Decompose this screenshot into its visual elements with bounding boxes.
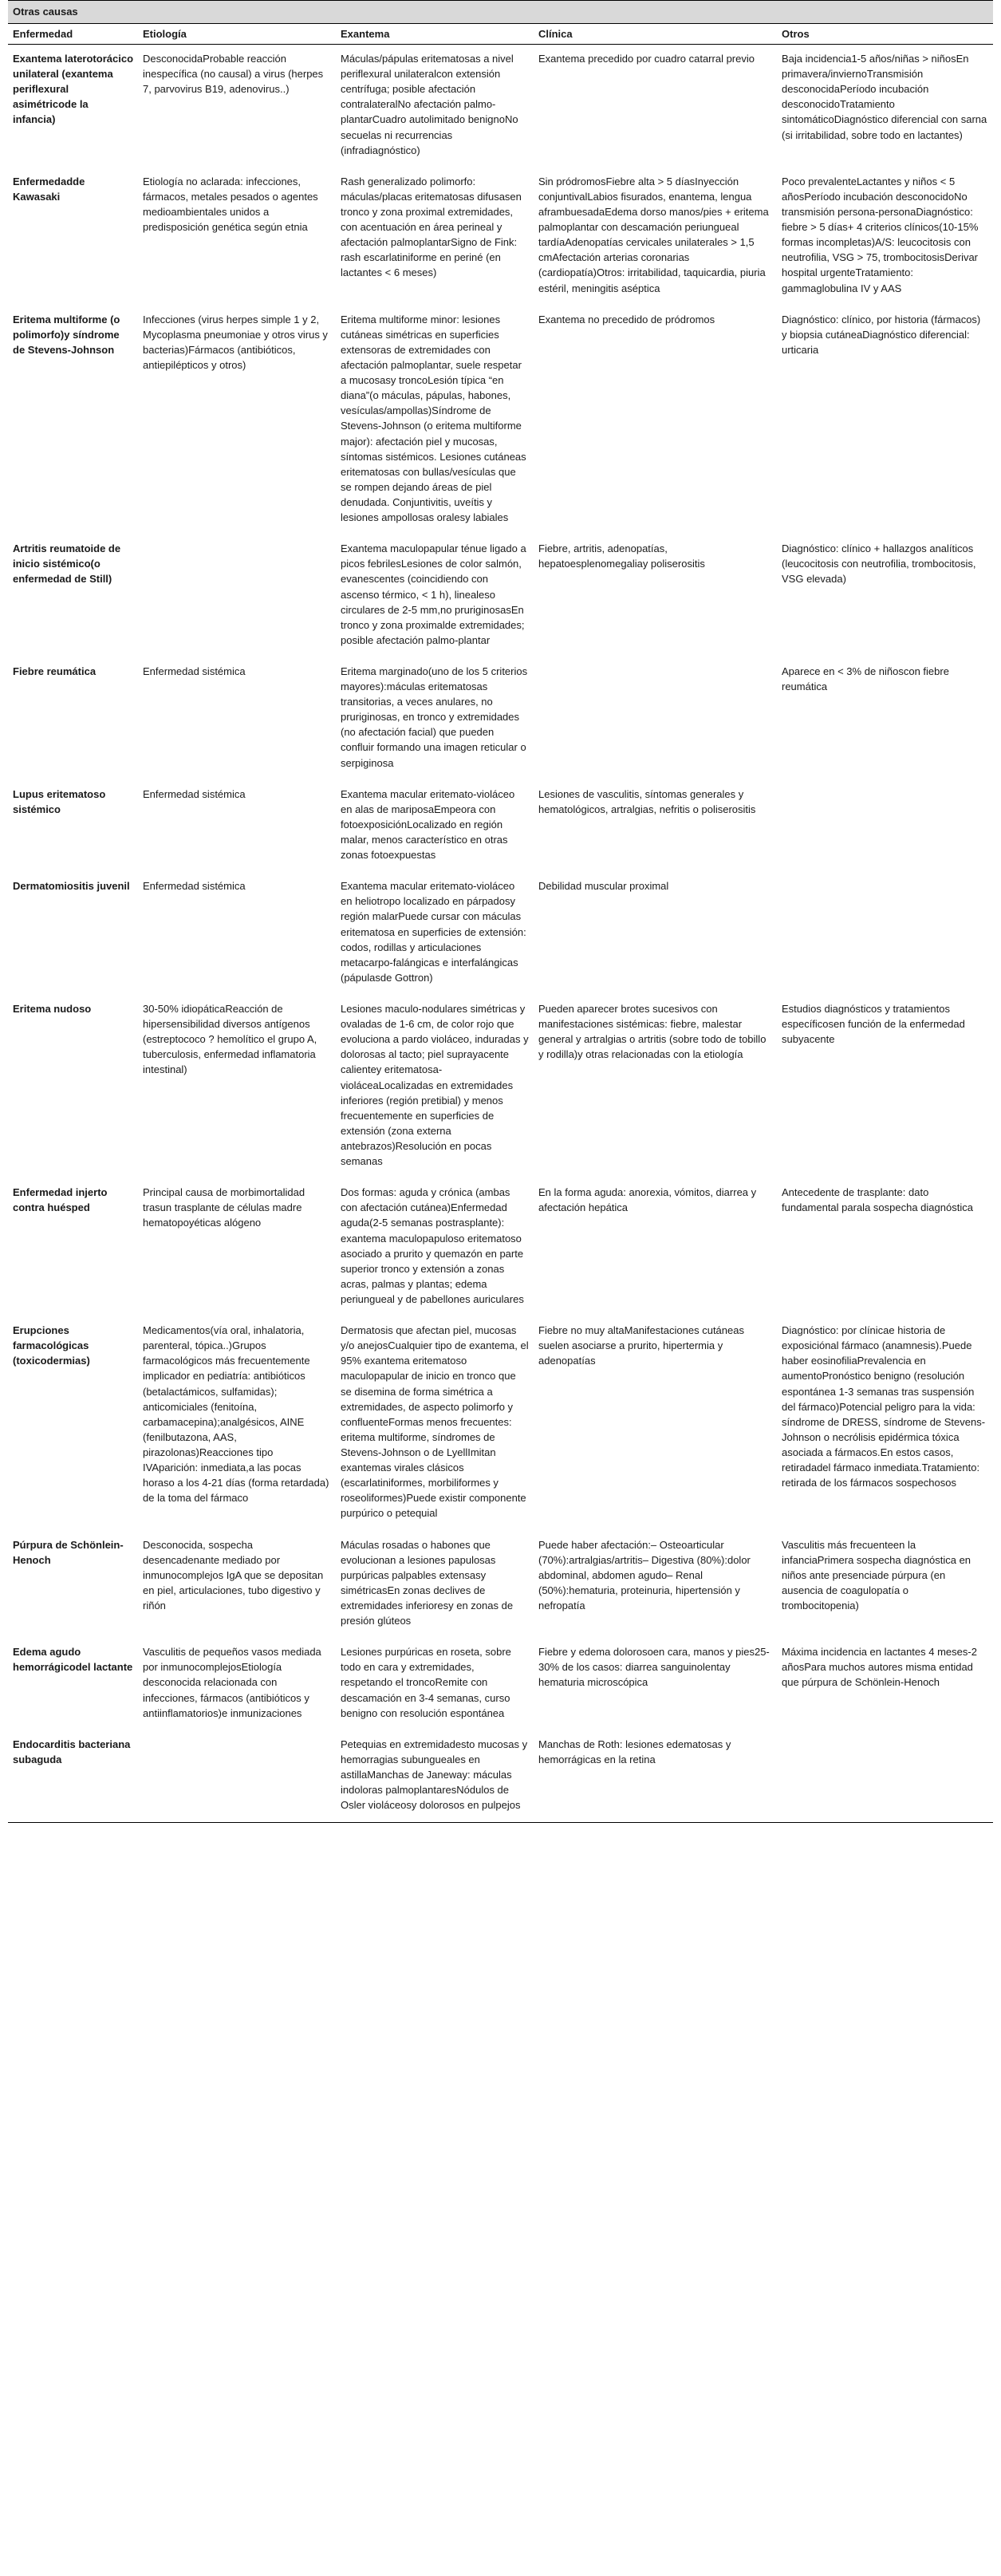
cell-etiologia: Principal causa de morbimortalidad trasun trasplante de células madre hematopoyéticas alógeno xyxy=(143,1186,305,1229)
table-row xyxy=(8,872,993,995)
document-page xyxy=(8,0,993,1823)
cell-enfermedad: Dermatomiositis juvenil xyxy=(13,880,130,893)
cell-enfermedad: Eritema nudoso xyxy=(13,1003,92,1016)
cell-etiologia: DesconocidaProbable reacción inespecífica (no causal) a virus (herpes 7, parvovirus B19, adenovirus..) xyxy=(143,53,324,96)
cell-etiologia: Medicamentos(vía oral, inhalatoria, parenteral, tópica..)Grupos farmacológicos más frecuentemente implicador en pediatría: antibióticos (betalactámicos, sulfamidas); anticomiciales (fenitoína, carbamacepina);analgésicos, AINE (fenilbutazona, AAS, pirazolonas)Reacciones tipo IVAparición: inmediata,a las pocas horaso a los 4-21 días (forma retardada) de la toma del fármaco xyxy=(143,1324,329,1505)
cell-enfermedad: Endocarditis bacteriana subaguda xyxy=(8,1730,138,1823)
cell-etiologia: Enfermedad sistémica xyxy=(143,787,246,800)
cell-enfermedad: Púrpura de Schönlein-Henoch xyxy=(13,1538,124,1566)
table-row xyxy=(8,657,993,780)
cell-clinica: Fiebre, artritis, adenopatías, hepatoesplenomegaliay poliserositis xyxy=(538,542,705,570)
cell-otros: Estudios diagnósticos y tratamientos específicosen función de la enfermedad subyacente xyxy=(782,1003,965,1046)
cell-otros: Poco prevalenteLactantes y niños < 5 añosPeríodo incubación desconocidoNo transmisión persona-personaDiagnóstico: fiebre > 5 días+ 4 criterios clínicos(10-15% formas incompletas)A/S: leucocitosis con neutrofilia, VSG > 75, trombocitosisDerivar hospital urgenteTratamiento: gammaglobulina IV y AAS xyxy=(782,175,979,294)
cell-clinica: Exantema no precedido de pródromos xyxy=(538,313,715,325)
cell-otros xyxy=(777,1730,993,1823)
cell-etiologia xyxy=(138,1730,336,1823)
cell-enfermedad: Erupciones farmacológicas (toxicodermias) xyxy=(13,1324,90,1367)
cell-clinica: Sin pródromosFiebre alta > 5 díasInyección conjuntivalLabios fisurados, enantema, lengua aframbuesadaEdema dorso manos/pies + eritema palmoplantar con descamación periungueal tardíaAdenopatías cervicales unilaterales > 1,5 cmAfectación arterias coronarias (cardiopatía)Otros: irritabilidad, taquicardia, piuria estéril, meningitis aséptica xyxy=(538,175,769,294)
header-row xyxy=(8,23,993,45)
cell-exantema: Dermatosis que afectan piel, mucosas y/o anejosCualquier tipo de exantema, el 95% exantema eritematoso maculopapular de inicio en tronco que se disemina de forma simétrica a extremidades, de aspecto polimorfo y confluenteFormas menos frecuentes: eritema multiforme, síndromes de Stevens-Johnson o de LyellImitan exantemas virales clásicos (escarlatiniformes, morbiliformes y roseoliformes)Puede existir componente purpúrico o petequial xyxy=(341,1324,529,1520)
cell-clinica: Fiebre y edema dolorosoen cara, manos y pies25-30% de los casos: diarrea sanguinolentay hematuria microscópica xyxy=(538,1646,770,1689)
table-row xyxy=(8,780,993,873)
table-row xyxy=(8,1730,993,1823)
header-clinica: Clínica xyxy=(534,23,777,45)
cell-exantema: Exantema maculopapular ténue ligado a picos febrilesLesiones de color salmón, evanescentes (coincidiendo con ascenso térmico, < 1 h), linealeso circulares de 2-5 mm,no pruriginosasEn tronco y zona proximalde extremidades; posible afectación palmo-plantar xyxy=(341,542,526,646)
cell-etiologia: Enfermedad sistémica xyxy=(143,880,246,893)
cell-enfermedad: Exantema laterotorácico unilateral (exantema periflexural asimétricode la infancia) xyxy=(13,53,134,126)
table-row xyxy=(8,1531,993,1639)
cell-exantema: Exantema macular eritemato-violáceo en heliotropo localizado en párpadosy región malarPuede cursar con máculas eritematosa en superficies de extensión: codos, rodillas y articulaciones metacarpo-falángicas e interfalángicas (pápulasde Gottron) xyxy=(341,880,526,984)
cell-enfermedad: Enfermedadde Kawasaki xyxy=(13,175,85,203)
table-row xyxy=(8,168,993,306)
cell-otros: Diagnóstico: clínico, por historia (fármacos) y biopsia cutáneaDiagnóstico diferencial: urticaria xyxy=(782,313,981,356)
cell-etiologia: 30-50% idiopáticaReacción de hipersensibilidad diversos antígenos (estreptococo ? hemolítico el grupo A, tuberculosis, enfermedad inflamatoria intestinal) xyxy=(143,1003,317,1076)
cell-enfermedad: Edema agudo hemorrágicodel lactante xyxy=(13,1646,133,1674)
cell-otros xyxy=(777,780,993,873)
table-row xyxy=(8,306,993,535)
cell-otros: Baja incidencia1-5 años/niñas > niñosEn primavera/inviernoTransmisión desconocidaPeríodo incubación desconocidoTratamiento sintomáticoDiagnóstico diferencial con sarna (si irritabilidad, sobre todo en lactantes) xyxy=(782,53,987,141)
cell-clinica: Lesiones de vasculitis, síntomas generales y hematológicos, artralgias, nefritis o poliserositis xyxy=(538,787,756,815)
cell-clinica xyxy=(534,657,777,780)
cell-clinica: Puede haber afectación:– Osteoarticular (70%):artralgias/artritis– Digestiva (80%):dolor abdominal, abdomen agudo– Renal (50%):hematuria, proteinuria, hipertensión y nefropatía xyxy=(538,1538,751,1611)
table-caption: Otras causas xyxy=(8,0,993,23)
table-row xyxy=(8,995,993,1178)
table-row xyxy=(8,1638,993,1730)
cell-etiologia: Infecciones (virus herpes simple 1 y 2, Mycoplasma pneumoniae y otros virus y bacterias)Fármacos (antibióticos, antiepilépticos y otros) xyxy=(143,313,328,371)
cell-enfermedad: Eritema multiforme (o polimorfo)y síndrome de Stevens-Johnson xyxy=(13,313,120,356)
cell-exantema: Eritema marginado(uno de los 5 criterios mayores):máculas eritematosas transitorias, a veces anulares, no pruriginosas, en tronco y extremidades (no afectación facial) que pueden confluir formando una imagen reticular o serpiginosa xyxy=(341,665,528,769)
causes-table xyxy=(8,23,993,1824)
table-row xyxy=(8,535,993,657)
cell-clinica: Exantema precedido por cuadro catarral previo xyxy=(538,53,755,65)
header-enfermedad: Enfermedad xyxy=(8,23,138,45)
cell-otros: Diagnóstico: clínico + hallazgos analíticos (leucocitosis con neutrofilia, trombocitosis, VSG elevada) xyxy=(782,542,976,586)
cell-etiologia: Enfermedad sistémica xyxy=(143,665,246,677)
table-row xyxy=(8,1316,993,1530)
cell-otros: Antecedente de trasplante: dato fundamental parala sospecha diagnóstica xyxy=(782,1186,973,1214)
cell-clinica: Manchas de Roth: lesiones edematosas y hemorrágicas en la retina xyxy=(534,1730,777,1823)
header-etiologia: Etiología xyxy=(138,23,336,45)
cell-etiologia xyxy=(138,535,336,657)
cell-exantema: Dos formas: aguda y crónica (ambas con afectación cutánea)Enfermedad aguda(2-5 semanas postrasplante): exantema maculopapuloso eritematoso asociado a prurito y quemazón en parte superior tronco y extensión a zonas acras, palmas y plantas; edema periungueal y de pabellones auriculares xyxy=(341,1186,524,1305)
cell-enfermedad: Fiebre reumática xyxy=(13,665,97,677)
cell-enfermedad: Enfermedad injerto contra huésped xyxy=(13,1186,108,1214)
cell-exantema: Petequias en extremidadesto mucosas y hemorragias subungueales en astillaManchas de Janeway: máculas indoloras palmoplantaresNódulos de Osler violáceosy dolorosos en pulpejos xyxy=(336,1730,534,1823)
cell-clinica: Pueden aparecer brotes sucesivos con manifestaciones sistémicas: fiebre, malestar general y artralgias o artritis (sobre todo de tobillo y rodilla)y otras relacionadas con la etiología xyxy=(538,1003,767,1061)
cell-exantema: Máculas/pápulas eritematosas a nivel periflexural unilateralcon extensión centrífuga; posible afectación contralateralNo afectación palmo-plantarCuadro autolimitado benignoNo secuelas ni recurrencias (infradiagnóstico) xyxy=(341,53,518,156)
cell-etiologia: Etiología no aclarada: infecciones, fármacos, metales pesados o agentes medioambientales unidos a predisposición genética según etnia xyxy=(143,175,318,234)
table-row xyxy=(8,1178,993,1316)
cell-exantema: Lesiones maculo-nodulares simétricas y ovaladas de 1-6 cm, de color rojo que evoluciona a pardo violáceo, induradas y dolorosas al tacto; piel suprayacente calientey eritematosa-violáceaLocalizadas en extremidades inferiores (región pretibial) y menos frecuentemente en superficies de extensión (zona externa antebrazos)Resolución en pocas semanas xyxy=(341,1003,529,1168)
cell-otros: Vasculitis más frecuenteen la infanciaPrimera sospecha diagnóstica en niños ante presenciade púrpura (en ausencia de coagulopatía o trombocitopenia) xyxy=(782,1538,971,1611)
cell-exantema: Eritema multiforme minor: lesiones cutáneas simétricas en superficies extensoras de extremidades con afectación palmoplantar, suele respetar a mucosasy troncoLesión típica “en diana”(o máculas, pápulas, habones, vesículas/ampollas)Síndrome de Stevens-Johnson (o eritema multiforme major): afectación piel y mucosas, síntomas sistémicos. Lesiones cutáneas eritematosas con bullas/vesículas que se rompen dejando áreas de piel denudada. Conjuntivitis, uveítis y lesiones ampollosas oralesy labiales xyxy=(341,313,526,524)
cell-enfermedad: Lupus eritematoso sistémico xyxy=(13,787,106,815)
cell-otros: Diagnóstico: por clínicae historia de exposiciónal fármaco (anamnesis).Puede haber eosinofiliaPrevalencia en aumentoPronóstico benigno (resolución espontánea 1-3 semanas tras suspensión del fármaco)Potencial peligro para la vida: síndrome de DRESS, síndrome de Stevens-Johnson o necrólisis epidérmica tóxica asociada a fármacos.En estos casos, retiradadel fármaco inmediata.Tratamiento: retirada de los fármacos sospechosos xyxy=(782,1324,986,1489)
cell-clinica: Debilidad muscular proximal xyxy=(538,880,669,893)
cell-exantema: Exantema macular eritemato-violáceo en alas de mariposaEmpeora con fotoexposiciónLocalizado en región malar, menos característico en otras zonas fotoexpuestas xyxy=(341,787,515,862)
cell-etiologia: Vasculitis de pequeños vasos mediada por inmunocomplejosEtiología desconocida relacionada con infecciones, fármacos (antibióticos y antiinflamatorios)e inmunizaciones xyxy=(143,1646,321,1719)
cell-exantema: Lesiones purpúricas en roseta, sobre todo en cara y extremidades, respetando el troncoRemite con descamación en 3-4 semanas, curso benigno con resolución espontánea xyxy=(341,1646,511,1719)
cell-clinica: En la forma aguda: anorexia, vómitos, diarrea y afectación hepática xyxy=(538,1186,757,1214)
cell-enfermedad: Artritis reumatoide de inicio sistémico(o enfermedad de Still) xyxy=(13,542,121,586)
cell-exantema: Rash generalizado polimorfo: máculas/placas eritematosas difusasen tronco y zona proximal extremidades, con acentuación en área perineal y afectación palmoplantarSigno de Fink: rash escarlatiniforme en periné (en lactantes < 6 meses) xyxy=(341,175,522,279)
header-exantema: Exantema xyxy=(336,23,534,45)
cell-otros: Máxima incidencia en lactantes 4 meses-2 añosPara muchos autores misma entidad que púrpura de Schönlein-Henoch xyxy=(782,1646,977,1689)
cell-exantema: Máculas rosadas o habones que evolucionan a lesiones papulosas purpúricas palpables extensasy simétricasEn zonas declives de extremidades inferioresy en zonas de presión glúteos xyxy=(341,1538,514,1627)
cell-otros xyxy=(777,872,993,995)
table-row xyxy=(8,45,993,168)
header-otros: Otros xyxy=(777,23,993,45)
table-body xyxy=(8,45,993,1823)
cell-etiologia: Desconocida, sospecha desencadenante mediado por inmunocomplejos IgA que se depositan en piel, articulaciones, tubo digestivo y riñón xyxy=(143,1538,324,1611)
cell-otros: Aparece en < 3% de niñoscon fiebre reumática xyxy=(782,665,949,693)
cell-clinica: Fiebre no muy altaManifestaciones cutáneas suelen asociarse a prurito, hipertermia y adenopatías xyxy=(538,1324,744,1367)
